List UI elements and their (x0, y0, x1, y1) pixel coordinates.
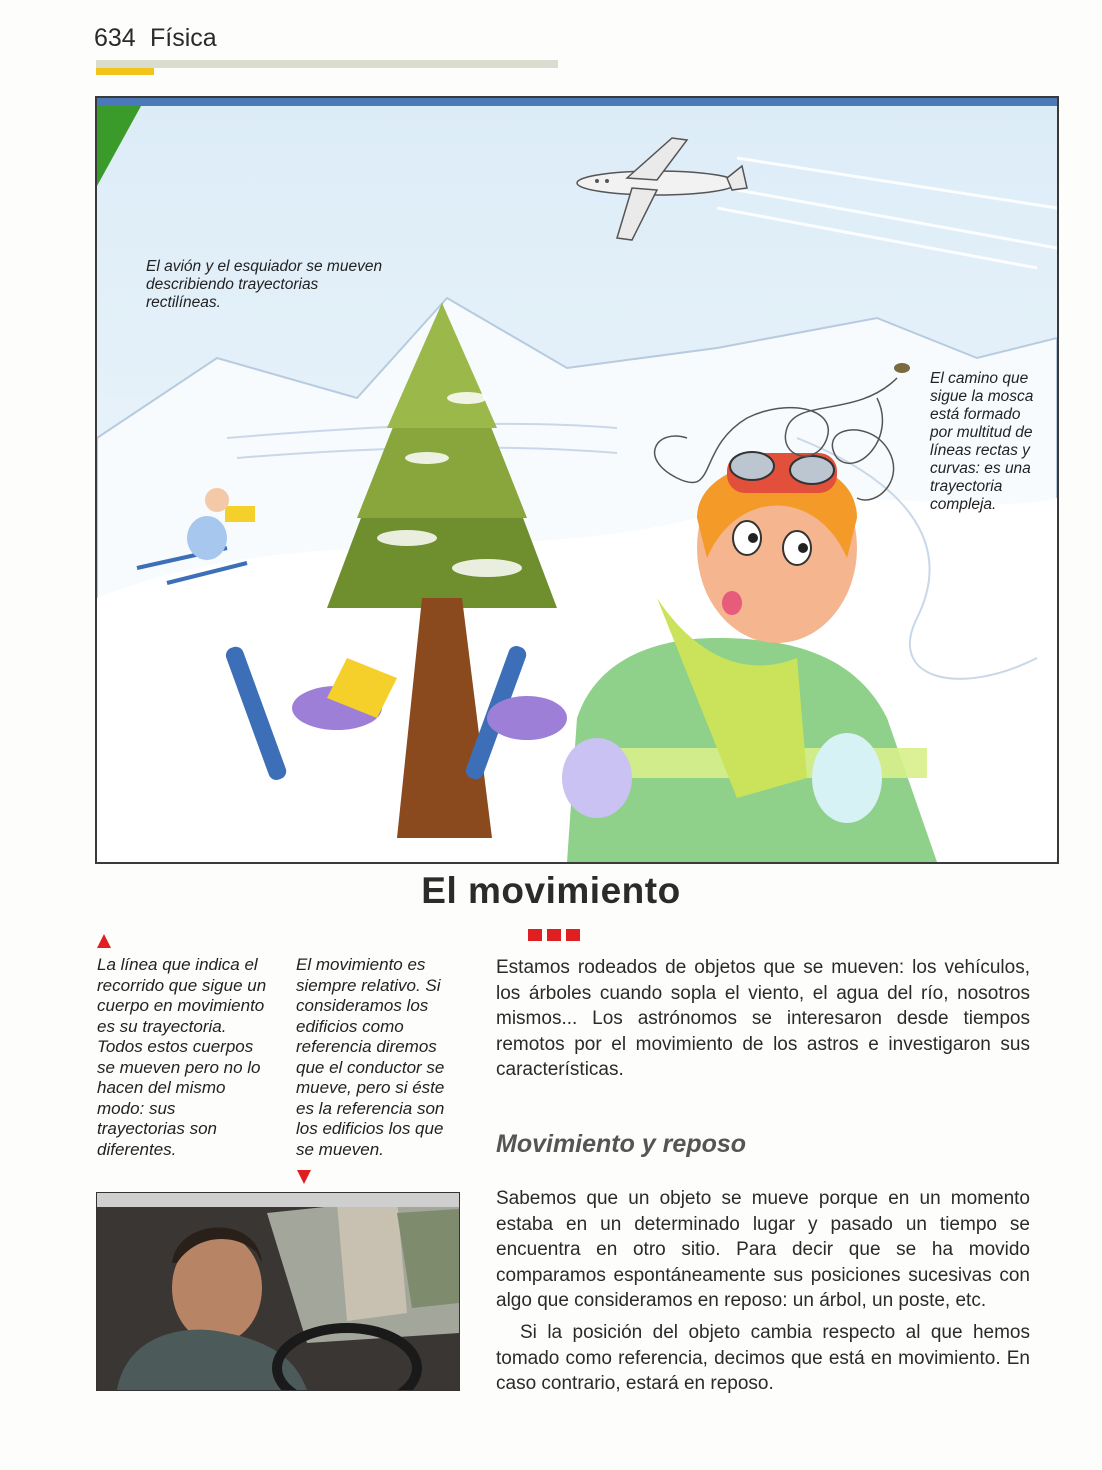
paragraph-2: Si la posición del objeto cambia respecto al que hemos tomado como referencia, decimos que está en movimiento. En caso contrario, estará en reposo. (496, 1322, 1030, 1394)
title-decoration (528, 928, 585, 946)
page-number: 634 (94, 24, 136, 52)
intro-paragraph: Estamos rodeados de objetos que se mueven: los vehículos, los árboles cuando sopla el viento, el agua del río, nosotros mismos... Los astrónomos se interesaron desde tiempos remotos por el movimiento de los astros e investigaron sus características. (496, 957, 1030, 1080)
caption-fly: El camino que sigue la mosca está formado por multitud de líneas rectas y curvas: es una trayectoria compleja. (930, 370, 1034, 513)
section-name: Física (150, 24, 217, 52)
page-title: El movimiento (421, 870, 681, 911)
caption-plane-skier: El avión y el esquiador se mueven describiendo trayectorias rectilíneas. (146, 258, 383, 311)
header-accent-bar (96, 68, 154, 75)
ski-scene-illustration (95, 96, 1059, 864)
ski-scene-drawing (97, 98, 1057, 862)
driver-photo-drawing (97, 1193, 459, 1390)
paragraph-1: Sabemos que un objeto se mueve porque en un momento estaba en un determinado lugar y pasado un tiempo se encuentra en otro sitio. Para decir que se ha movido comparamos espontáneamente sus posiciones sucesivas con algo que consideramos en reposo: un árbol, un poste, etc. (496, 1188, 1030, 1311)
driver-photo (96, 1192, 460, 1391)
triangle-up-icon (97, 934, 111, 948)
triangle-down-icon (297, 1170, 311, 1184)
side-note-trajectory: La línea que indica el recorrido que sigue un cuerpo en movimiento es su trayectoria. Todos estos cuerpos se mueven pero no lo hacen del mismo modo: sus trayectorias son diferentes. (97, 955, 267, 1159)
subheading-movimiento-reposo: Movimiento y reposo (496, 1130, 747, 1158)
header-rule (96, 60, 558, 68)
frame-top-band (97, 98, 1057, 106)
side-note-relative-motion: El movimiento es siempre relativo. Si consideramos los edificios como referencia diremos que el conductor se mueve, pero si éste es la referencia son los edificios los que se mueven. (296, 955, 445, 1159)
fly-icon (894, 363, 910, 373)
